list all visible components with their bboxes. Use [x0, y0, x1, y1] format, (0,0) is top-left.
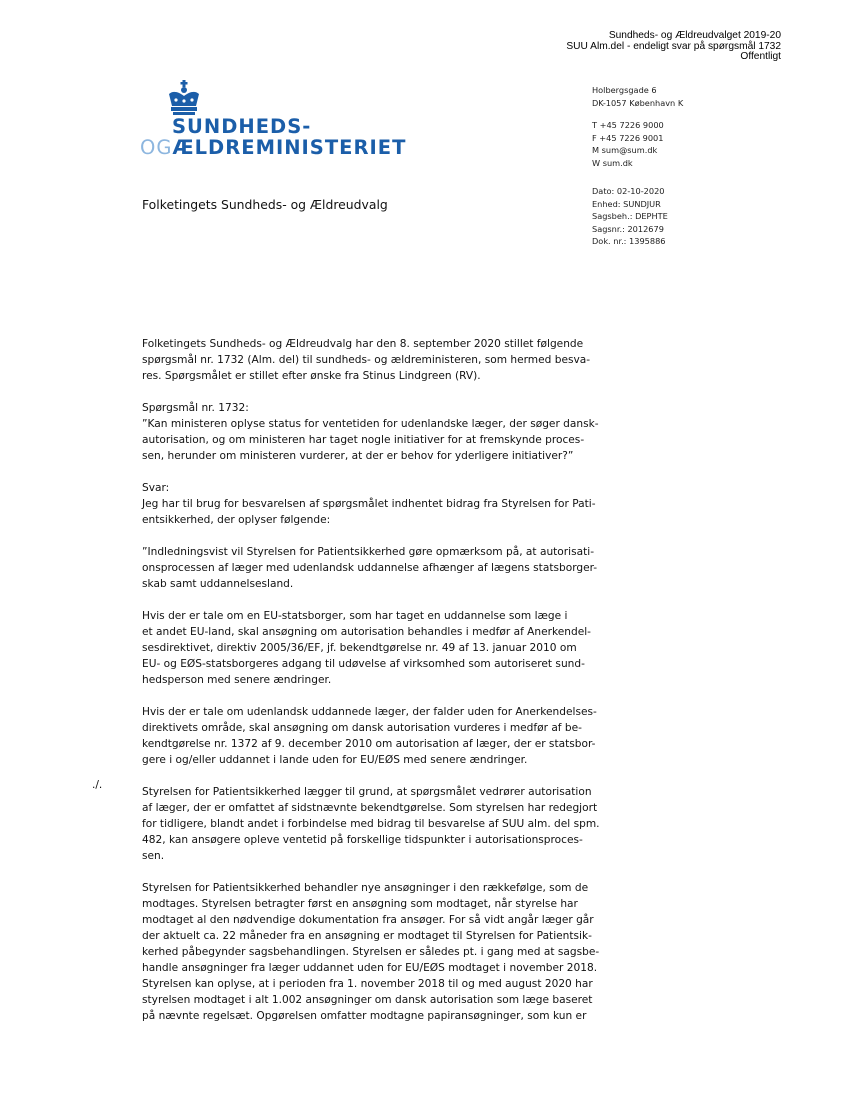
- text-line: modtages. Styrelsen betragter først en ansøgning som modtaget, når styrelse har: [142, 898, 578, 910]
- case-metadata: [592, 185, 668, 248]
- text-line: sesdirektivet, direktiv 2005/36/EF, jf. bekendtgørelse nr. 49 af 13. januar 2010 om: [142, 642, 577, 654]
- address-phone: T +45 7226 9000: [592, 120, 664, 130]
- header-line-reference: SUU Alm.del - endeligt svar på spørgsmål 1732: [566, 40, 781, 52]
- paragraph-body: [142, 544, 598, 592]
- text-line: modtaget al den nødvendige dokumentation fra ansøger. For så vidt angår læger går: [142, 914, 594, 926]
- text-line: ”Kan ministeren oplyse status for ventetiden for udenlandske læger, der søger dansk-: [142, 418, 599, 430]
- paragraph-answer: [142, 480, 596, 528]
- meta-handler: Sagsbeh.: DEPHTE: [592, 211, 668, 221]
- recipient: Folketingets Sundheds- og Ældreudvalg: [142, 197, 388, 212]
- attachment-mark: ./.: [92, 779, 103, 791]
- address-fax: F +45 7226 9001: [592, 132, 664, 143]
- logo-text-line1: SUNDHEDS-: [172, 115, 312, 138]
- text-line: hedsperson med senere ændringer.: [142, 674, 332, 686]
- logo-text-line2: [140, 136, 406, 159]
- text-line: 482, kan ansøgere opleve ventetid på forskellige tidspunkter i autorisationsproces-: [142, 834, 583, 846]
- header-line-committee: Sundheds- og Ældreudvalget 2019-20: [608, 30, 781, 41]
- text-line: Styrelsen for Patientsikkerhed behandler nye ansøgninger i den rækkefølge, som de: [142, 882, 589, 894]
- text-line: kendtgørelse nr. 1372 af 9. december 2010 om autorisation af læger, der er statsbor-: [142, 738, 596, 750]
- address-city: DK-1057 København K: [592, 97, 684, 108]
- paragraph-intro: [142, 336, 591, 384]
- address-mail: M sum@sum.dk: [592, 145, 658, 155]
- text-line: Jeg har til brug for besvarelsen af spørgsmålet indhentet bidrag fra Styrelsen for Pati-: [142, 498, 596, 510]
- text-line: for tidligere, blandt andet i forbindelse med bidrag til besvarelse af SUU alm. del spm.: [142, 818, 600, 830]
- text-line: sen.: [142, 850, 165, 862]
- meta-document-number: Dok. nr.: 1395886: [592, 236, 666, 246]
- text-line: EU- og EØS-statsborgeres adgang til udøvelse af virksomhed som autoriseret sund-: [142, 658, 585, 670]
- logo-og-text: OG: [140, 136, 173, 159]
- text-line: handle ansøgninger fra læger uddannet uden for EU/EØS modtaget i november 2018.: [142, 962, 598, 974]
- meta-case-number: Sagsnr.: 2012679: [592, 223, 664, 234]
- text-line: der aktuelt ca. 22 måneder fra en ansøgning er modtaget til Styrelsen for Patientsik-: [142, 930, 592, 942]
- text-line: et andet EU-land, skal ansøgning om autorisation behandles i medfør af Anerkendel-: [142, 626, 591, 638]
- header-line-status: Offentligt: [740, 51, 781, 63]
- paragraph-question: [142, 400, 599, 464]
- text-line: spørgsmål nr. 1732 (Alm. del) til sundheds- og ældreministeren, som hermed besva-: [142, 354, 591, 366]
- text-line: Hvis der er tale om en EU-statsborger, som har taget en uddannelse som læge i: [142, 610, 568, 622]
- text-line: kerhed påbegynder sagsbehandlingen. Styrelsen er således pt. i gang med at sagsbe-: [142, 946, 600, 958]
- text-line: entsikkerhed, der oplyser følgende:: [142, 514, 331, 526]
- text-line: af læger, der er omfattet af sidstnævnte bekendtgørelse. Som styrelsen har redegjort: [142, 802, 598, 814]
- text-line: styrelsen modtaget i alt 1.002 ansøgninger om dansk autorisation som læge baseret: [142, 994, 593, 1006]
- text-line: Svar:: [142, 482, 170, 494]
- text-line: sen, herunder om ministeren vurderer, at der er behov for yderligere initiativer?”: [142, 450, 574, 462]
- text-line: skab samt uddannelsesland.: [142, 578, 294, 590]
- paragraph-body: [142, 704, 597, 768]
- meta-date: Dato: 02-10-2020: [592, 186, 665, 196]
- logo-main-text: ÆLDREMINISTERIET: [172, 136, 407, 159]
- address-street: Holbergsgade 6: [592, 85, 657, 95]
- text-line: gere i og/eller uddannet i lande uden for EU/EØS med senere ændringer.: [142, 754, 528, 766]
- paragraph-body: [142, 784, 600, 864]
- ministry-logo: [140, 80, 407, 160]
- document-source-header: [566, 31, 781, 63]
- text-line: Styrelsen kan oplyse, at i perioden fra 1. november 2018 til og med august 2020 har: [142, 978, 593, 990]
- text-line: autorisation, og om ministeren har taget nogle initiativer for at fremskynde proces-: [142, 434, 585, 446]
- text-line: direktivets område, skal ansøgning om dansk autorisation vurderes i medfør af be-: [142, 722, 582, 734]
- text-line: på nævnte regelsæt. Opgørelsen omfatter modtagne papiransøgninger, som kun er: [142, 1010, 587, 1022]
- meta-unit: Enhed: SUNDJUR: [592, 198, 661, 209]
- text-line: Hvis der er tale om udenlandsk uddannede læger, der falder uden for Anerkendelses-: [142, 706, 597, 718]
- address-web: W sum.dk: [592, 157, 633, 168]
- paragraph-body: [142, 880, 600, 1024]
- text-line: onsprocessen af læger med udenlandsk uddannelse afhænger af lægens statsborger-: [142, 562, 598, 574]
- ministry-address: [592, 84, 683, 169]
- text-line: Styrelsen for Patientsikkerhed lægger til grund, at spørgsmålet vedrører autorisation: [142, 786, 592, 798]
- text-line: Spørgsmål nr. 1732:: [142, 402, 249, 414]
- letter-body: [142, 336, 600, 1040]
- paragraph-body: [142, 608, 591, 688]
- text-line: ”Indledningsvist vil Styrelsen for Patientsikkerhed gøre opmærksom på, at autorisati-: [142, 546, 595, 558]
- crown-icon: [165, 80, 203, 116]
- text-line: res. Spørgsmålet er stillet efter ønske fra Stinus Lindgreen (RV).: [142, 370, 481, 382]
- text-line: Folketingets Sundheds- og Ældreudvalg har den 8. september 2020 stillet følgende: [142, 338, 584, 350]
